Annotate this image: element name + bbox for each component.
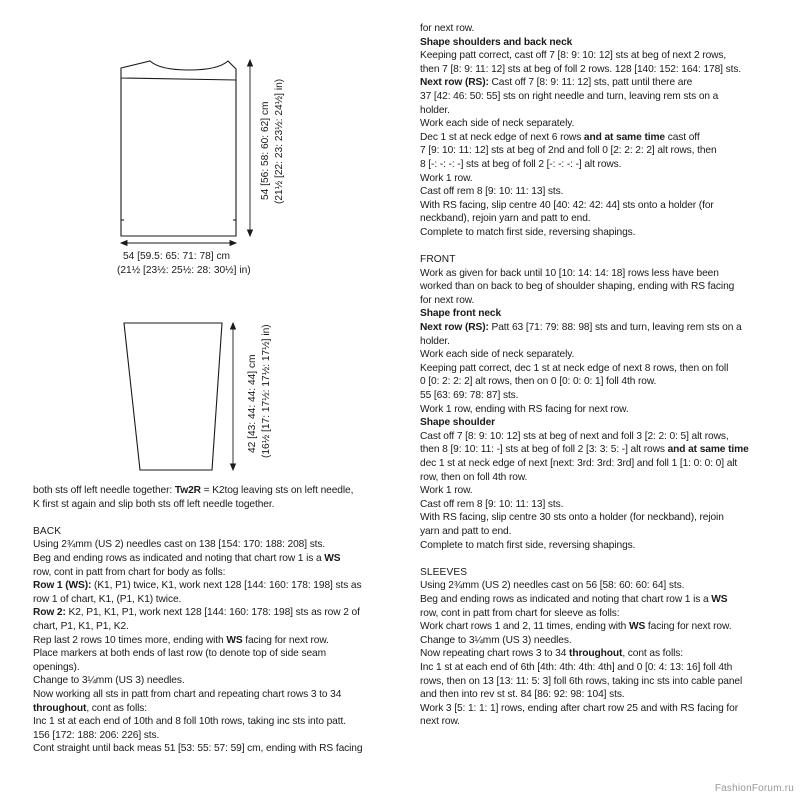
text-line: Now repeating chart rows 3 to 34 throughout, cont as folls:: [420, 648, 684, 660]
text-line: Inc 1 st at each end of 10th and 8 foll 10th rows, taking inc sts into patt.: [33, 716, 346, 728]
text-line: Change to 3¼mm (US 3) needles.: [33, 675, 185, 687]
sleeve-length-label: 42 [43: 44: 44: 44] cm: [247, 354, 258, 453]
text-line: Complete to match first side, reversing shapings.: [420, 226, 636, 238]
text-line: Keeping patt correct, dec 1 st at neck edge of next 8 rows, then on foll: [420, 362, 729, 374]
text-line: Work as given for back until 10 [10: 14: 14: 18] rows less have been: [420, 267, 719, 279]
text-line: row 1 of chart, K1, (P1, K1) twice.: [33, 593, 182, 605]
text-line: dec 1 st at neck edge of next [next: 3rd: 3rd: 3rd] and foll 1 [1: 0: 0: 0] alt: [420, 458, 738, 469]
text-line: then 8 [9: 10: 11: -] sts at beg of foll 2 [3: 3: 5: -] alt rows and at same time: [420, 444, 749, 456]
text-line: holder.: [420, 335, 450, 347]
text-line: 8 [-: -: -: -] sts at beg of foll 2 [-: -: -: -] alt rows.: [420, 158, 622, 170]
text-line: Keeping patt correct, cast off 7 [8: 9: 10: 12] sts at beg of next 2 rows,: [420, 50, 727, 62]
text-line: yarn and patt to end.: [420, 525, 512, 537]
sleeve-schematic: [124, 323, 222, 470]
right-text-column: [420, 22, 775, 729]
sleeve-length-arrow: [231, 323, 236, 470]
intro-line-2: K first st again and slip both sts off left needle together.: [33, 498, 275, 510]
text-line: With RS facing, slip centre 30 sts onto a holder (for neckband), rejoin: [420, 512, 724, 524]
text-line: Work each side of neck separately.: [420, 349, 575, 361]
body-length-arrow: [248, 60, 253, 236]
body-width-label-in: (21½ [23½: 25½: 28: 30½] in): [117, 265, 251, 276]
text-line: holder.: [420, 104, 450, 116]
text-line: 55 [63: 69: 78: 87] sts.: [420, 390, 519, 402]
text-line: next row.: [420, 716, 460, 728]
text-line: Cast off rem 8 [9: 10: 11: 13] sts.: [420, 186, 564, 198]
text-line: openings).: [33, 661, 80, 673]
text-line: row, then on foll 4th row.: [420, 471, 528, 483]
text-line: Next row (RS): Cast off 7 [8: 9: 11: 12] sts, patt until there are: [420, 77, 693, 89]
text-line: Work each side of neck separately.: [420, 118, 575, 130]
text-line: row, cont in patt from chart for body as folls:: [33, 566, 226, 578]
text-line: Work 1 row.: [420, 485, 473, 497]
text-line: Cast off 7 [8: 9: 10: 12] sts at beg of next and foll 3 [2: 2: 0: 5] alt rows,: [420, 430, 729, 442]
text-line: for next row.: [420, 294, 475, 306]
text-line: Complete to match first side, reversing shapings.: [420, 539, 636, 551]
text-line: Next row (RS): Patt 63 [71: 79: 88: 98] sts and turn, leaving rem sts on a: [420, 322, 742, 334]
text-line: Work chart rows 1 and 2, 11 times, ending with WS facing for next row.: [420, 621, 732, 633]
text-line: worked than on back to beg of shoulder shaping, ending with RS facing: [420, 281, 735, 293]
text-line: 7 [9: 10: 11: 12] sts at beg of 2nd and foll 0 [2: 2: 2: 2] alt rows, then: [420, 145, 717, 157]
back-heading: BACK: [33, 525, 62, 537]
shape-front-neck-heading: Shape front neck: [420, 308, 502, 320]
text-line: and then into rev st st. 84 [86: 92: 98: 104] sts.: [420, 689, 625, 701]
body-schematic: [121, 61, 236, 236]
text-line: Using 2¾mm (US 2) needles cast on 56 [58: 60: 60: 64] sts.: [420, 580, 685, 592]
text-line: Beg and ending rows as indicated and noting that chart row 1 is a WS: [420, 593, 728, 605]
text-line: rows, then on 13 [13: 11: 5: 3] foll 6th rows, taking inc sts into cable panel: [420, 675, 743, 687]
text-line: Now working all sts in patt from chart and repeating chart rows 3 to 34: [33, 688, 342, 700]
text-line: Work 3 [5: 1: 1: 1] rows, ending after chart row 25 and with RS facing for: [420, 702, 739, 714]
text-line: Change to 3¼mm (US 3) needles.: [420, 634, 572, 646]
body-length-label: 54 [56: 58: 60: 62] cm: [260, 101, 271, 200]
body-width-arrow: [121, 241, 236, 246]
text-line: Cast off rem 8 [9: 10: 11: 13] sts.: [420, 498, 564, 510]
text-line: Dec 1 st at neck edge of next 6 rows and at same time cast off: [420, 131, 700, 143]
text-line: row, cont in patt from chart for sleeve as folls:: [420, 607, 620, 619]
sleeves-heading: SLEEVES: [420, 566, 468, 578]
body-width-label: 54 [59.5: 65: 71: 78] cm: [123, 251, 231, 262]
text-line: Inc 1 st at each end of 6th [4th: 4th: 4th: 4th] and 0 [0: 4: 13: 16] foll 4th: [420, 661, 733, 673]
sleeve-length-label-in: (16½ [17: 17½: 17½: 17½] in): [261, 324, 272, 458]
text-line: Place markers at both ends of last row (to denote top of side seam: [33, 648, 326, 660]
shape-shoulder-heading: Shape shoulder: [420, 417, 496, 429]
text-line: 0 [0: 2: 2: 2] alt rows, then on 0 [0: 0: 0: 1] foll 4th row.: [420, 376, 657, 388]
text-line: 37 [42: 46: 50: 55] sts on right needle and turn, leaving rem sts on a: [420, 90, 719, 102]
left-text-column: [33, 484, 383, 756]
text-line: Row 1 (WS): (K1, P1) twice, K1, work next 128 [144: 160: 178: 198] sts as: [33, 580, 362, 592]
text-line: then 7 [8: 9: 11: 12] sts at beg of foll 2 rows. 128 [140: 152: 164: 178] sts.: [420, 63, 742, 75]
text-line: With RS facing, slip centre 40 [40: 42: 42: 44] sts onto a holder (for: [420, 199, 714, 211]
text-line: for next row.: [420, 23, 475, 34]
front-heading: FRONT: [420, 254, 456, 266]
text-line: Row 2: K2, P1, K1, P1, work next 128 [144: 160: 178: 198] sts as row 2 of: [33, 607, 360, 619]
watermark: FashionForum.ru: [714, 783, 794, 794]
shape-shoulders-heading: Shape shoulders and back neck: [420, 36, 573, 48]
body-length-label-in: (21½ [22: 23: 23½: 24½] in): [274, 78, 285, 204]
text-line: Cont straight until back meas 51 [53: 55: 57: 59] cm, ending with RS facing: [33, 743, 363, 755]
text-line: chart, P1, K1, P1, K2.: [33, 620, 129, 632]
text-line: Using 2¾mm (US 2) needles cast on 138 [154: 170: 188: 208] sts.: [33, 539, 326, 551]
text-line: Work 1 row, ending with RS facing for next row.: [420, 403, 629, 415]
text-line: 156 [172: 188: 206: 226] sts.: [33, 729, 160, 741]
text-line: Beg and ending rows as indicated and noting that chart row 1 is a WS: [33, 552, 341, 564]
text-line: neckband), rejoin yarn and patt to end.: [420, 213, 591, 225]
text-line: throughout, cont as folls:: [33, 702, 147, 714]
text-line: Rep last 2 rows 10 times more, ending with WS facing for next row.: [33, 634, 329, 646]
intro-line: both sts off left needle together: Tw2R = K2tog leaving sts on left needle,: [33, 485, 354, 496]
text-line: Work 1 row.: [420, 172, 473, 184]
